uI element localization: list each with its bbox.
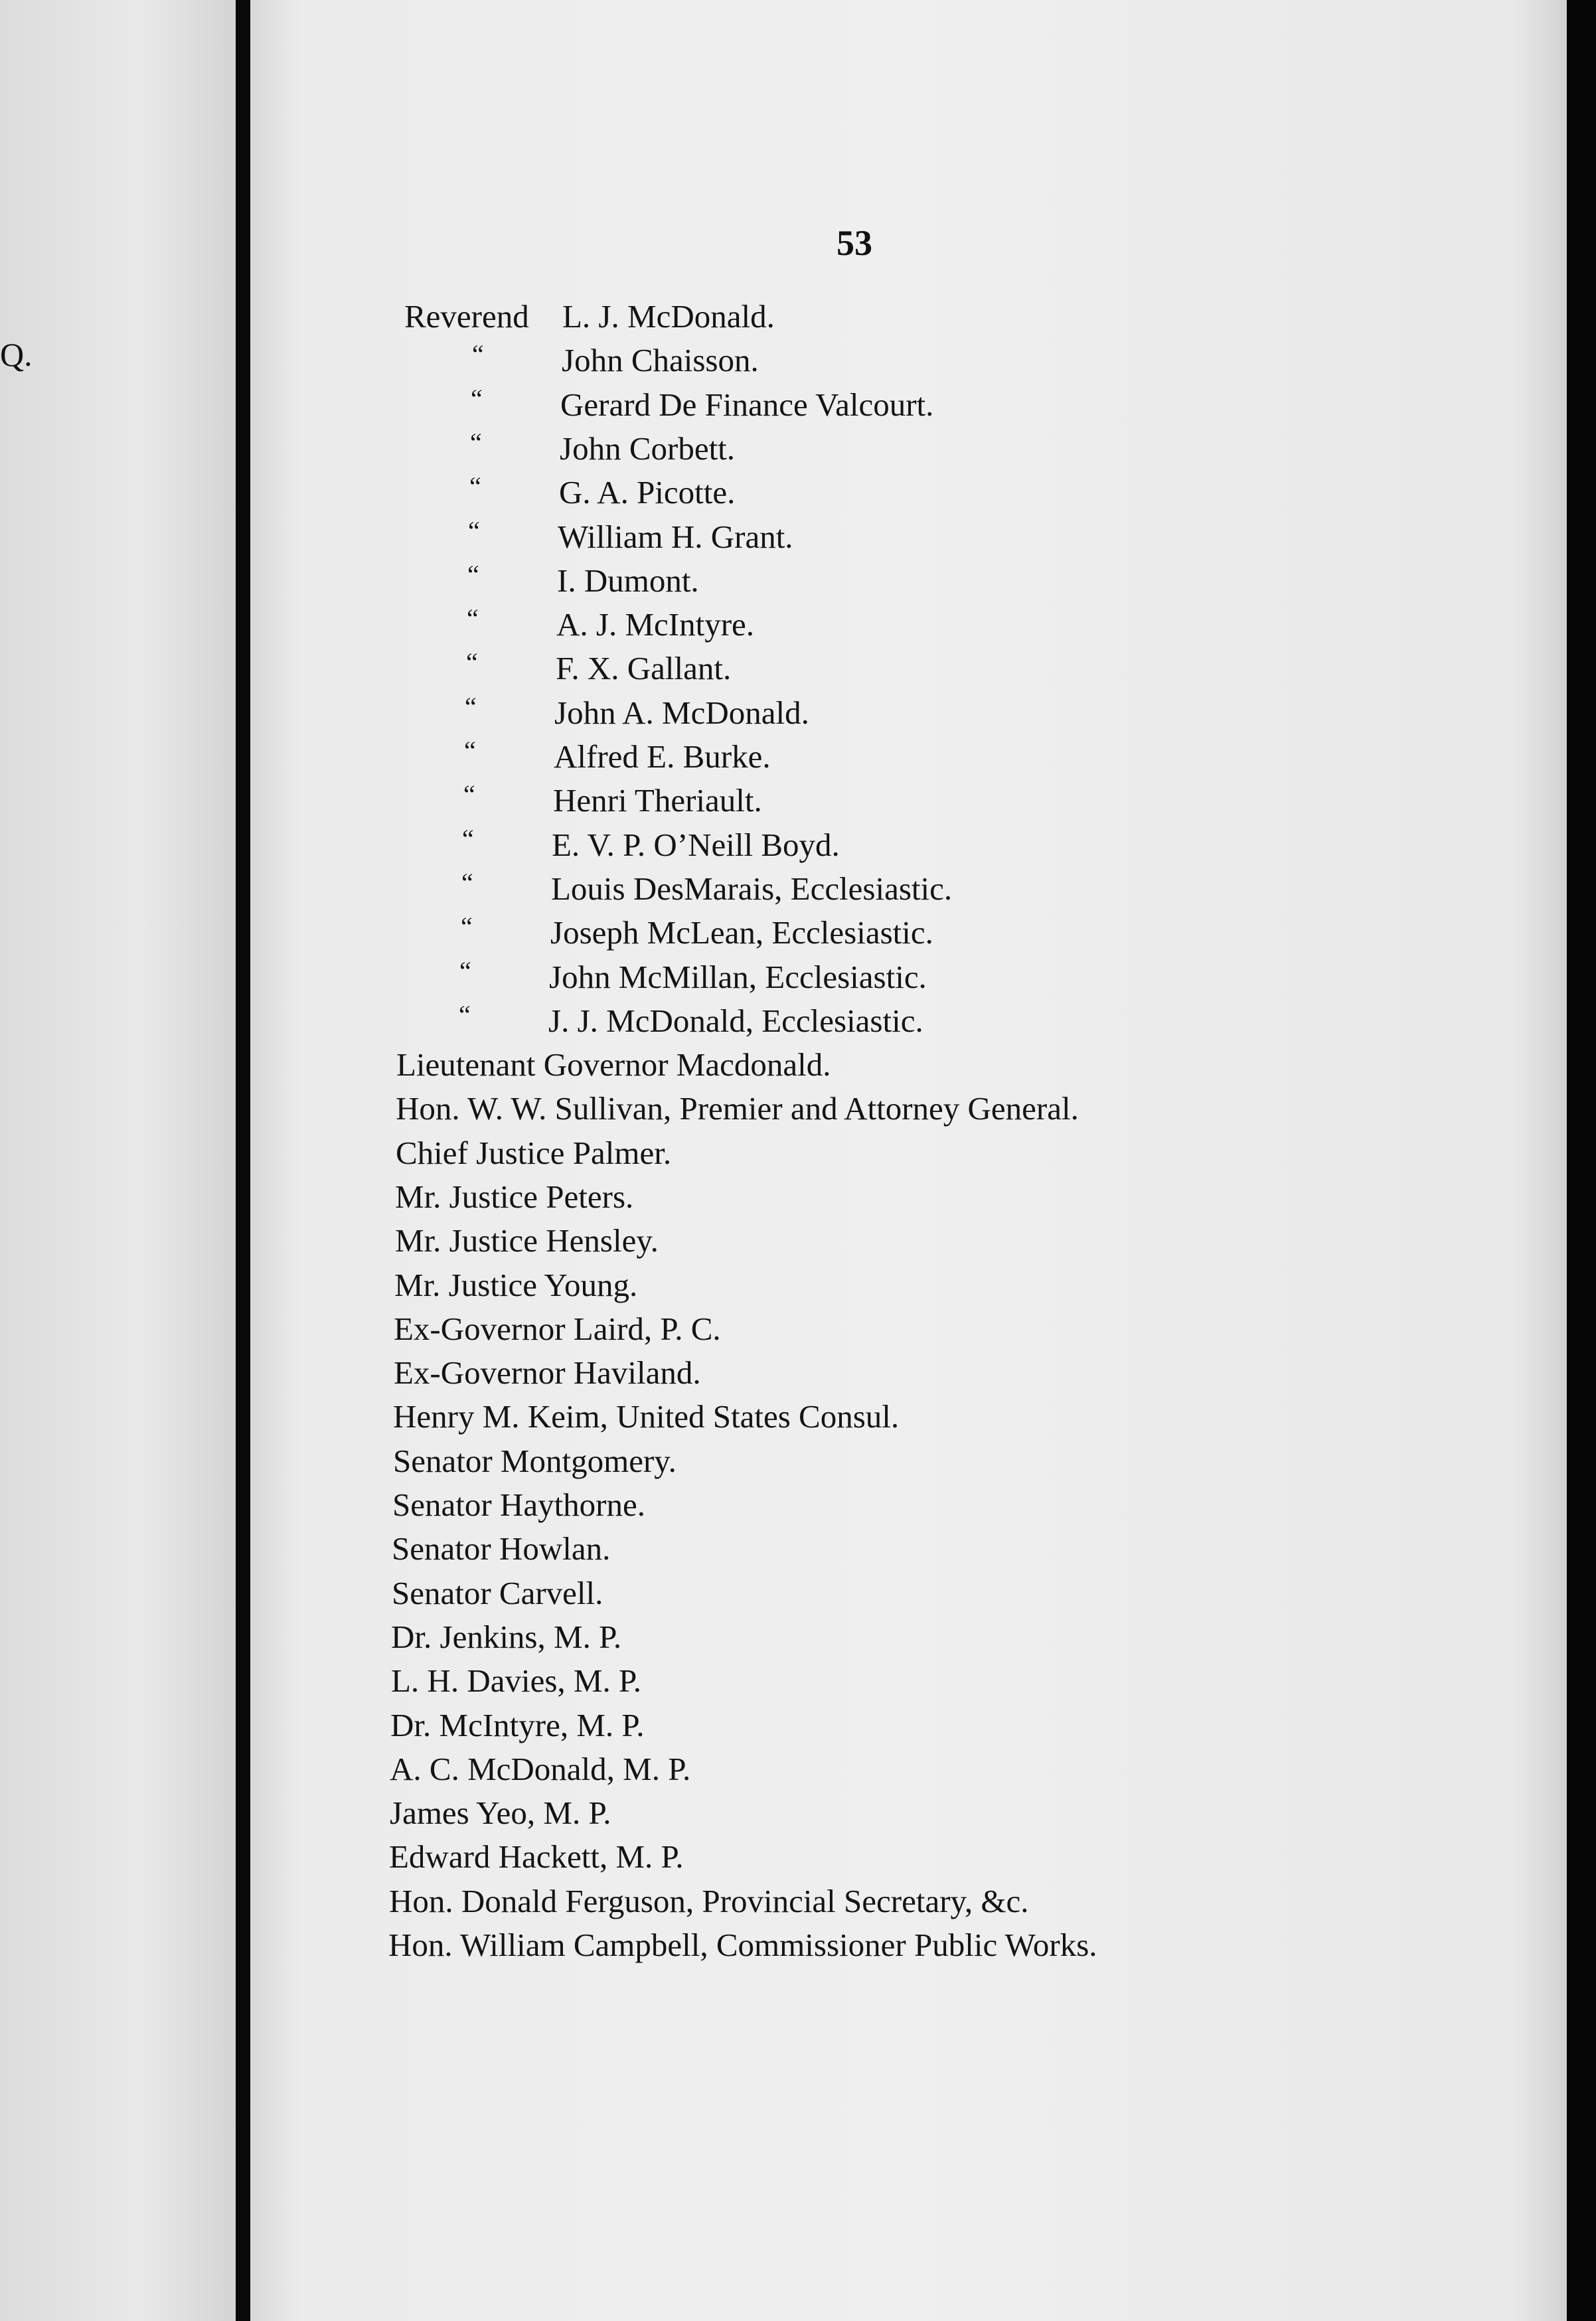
dignitary-entry: A. C. McDonald, M. P. [390,1750,691,1787]
clergy-name: E. V. P. O’Neill Boyd. [552,826,840,863]
ditto-mark: “ [467,603,479,634]
ditto-mark: “ [459,955,471,986]
dignitary-entry: Hon. William Campbell, Commissioner Public Works. [388,1927,1097,1963]
ditto-mark: “ [471,383,483,414]
dignitary-entry: Senator Carvell. [392,1574,603,1611]
dignitary-entry: Mr. Justice Hensley. [395,1222,659,1259]
clergy-name: John A. McDonald. [554,694,809,731]
clergy-name: John McMillan, Ecclesiastic. [549,958,927,995]
ditto-mark: “ [461,867,473,898]
clergy-name: L. J. McDonald. [562,298,775,335]
clergy-name: J. J. McDonald, Ecclesiastic. [548,1002,923,1039]
dignitary-entry: Senator Howlan. [392,1530,611,1567]
dignitary-entry: Senator Montgomery. [393,1442,677,1479]
ditto-mark: “ [459,999,471,1030]
clergy-name: F. X. Gallant. [556,650,732,687]
dignitary-entry: Ex-Governor Laird, P. C. [394,1310,721,1347]
ditto-mark: “ [472,339,484,370]
clergy-name: John Corbett. [560,430,736,467]
ditto-mark: “ [467,559,479,590]
dignitary-entry: Hon. W. W. Sullivan, Premier and Attorney General. [396,1090,1079,1127]
page-edge-shadow [1567,0,1596,2321]
ditto-mark: “ [469,471,481,502]
dignitary-entry: Edward Hackett, M. P. [389,1838,684,1876]
ditto-mark: “ [466,647,478,678]
dignitary-entry: Henry M. Keim, United States Consul. [393,1398,900,1435]
right-page [250,0,1567,2321]
clergy-name: Henri Theriault. [553,782,762,819]
ditto-mark: “ [462,823,474,854]
dignitary-entry: James Yeo, M. P. [390,1795,611,1832]
dignitary-entry: Lieutenant Governor Macdonald. [396,1046,831,1083]
ditto-mark: “ [463,779,475,810]
book-gutter [236,0,250,2321]
clergy-name: Gerard De Finance Valcourt. [560,386,934,423]
dignitary-entry: Mr. Justice Young. [394,1266,638,1303]
left-page-text-fragment: Q. [0,336,33,373]
ditto-mark: “ [468,515,480,546]
clergy-name: I. Dumont. [557,562,699,599]
ditto-mark: “ [461,912,473,942]
dignitary-entry: Dr. McIntyre, M. P. [390,1706,645,1743]
clergy-name: G. A. Picotte. [559,474,736,511]
clergy-name: John Chaisson. [562,342,759,379]
left-page [0,0,236,2321]
dignitary-entry: Dr. Jenkins, M. P. [391,1618,622,1655]
ditto-mark: “ [464,736,476,765]
clergy-name: Joseph McLean, Ecclesiastic. [550,914,933,951]
clergy-name: Alfred E. Burke. [554,738,771,775]
page-number: 53 [837,223,872,263]
dignitary-entry: Senator Haythorne. [392,1486,645,1523]
clergy-name: William H. Grant. [558,518,793,555]
dignitary-entry: Hon. Donald Ferguson, Provincial Secretary, &c. [389,1882,1029,1919]
ditto-mark: “ [465,691,477,722]
dignitary-entry: L. H. Davies, M. P. [391,1662,642,1700]
dignitary-entry: Mr. Justice Peters. [395,1178,634,1215]
dignitary-entry: Ex-Governor Haviland. [394,1354,701,1392]
dignitary-entry: Chief Justice Palmer. [396,1134,672,1171]
clergy-name: A. J. McIntyre. [556,606,755,643]
clergy-title: Reverend [404,298,529,335]
ditto-mark: “ [470,427,482,457]
clergy-name: Louis DesMarais, Ecclesiastic. [551,870,953,907]
